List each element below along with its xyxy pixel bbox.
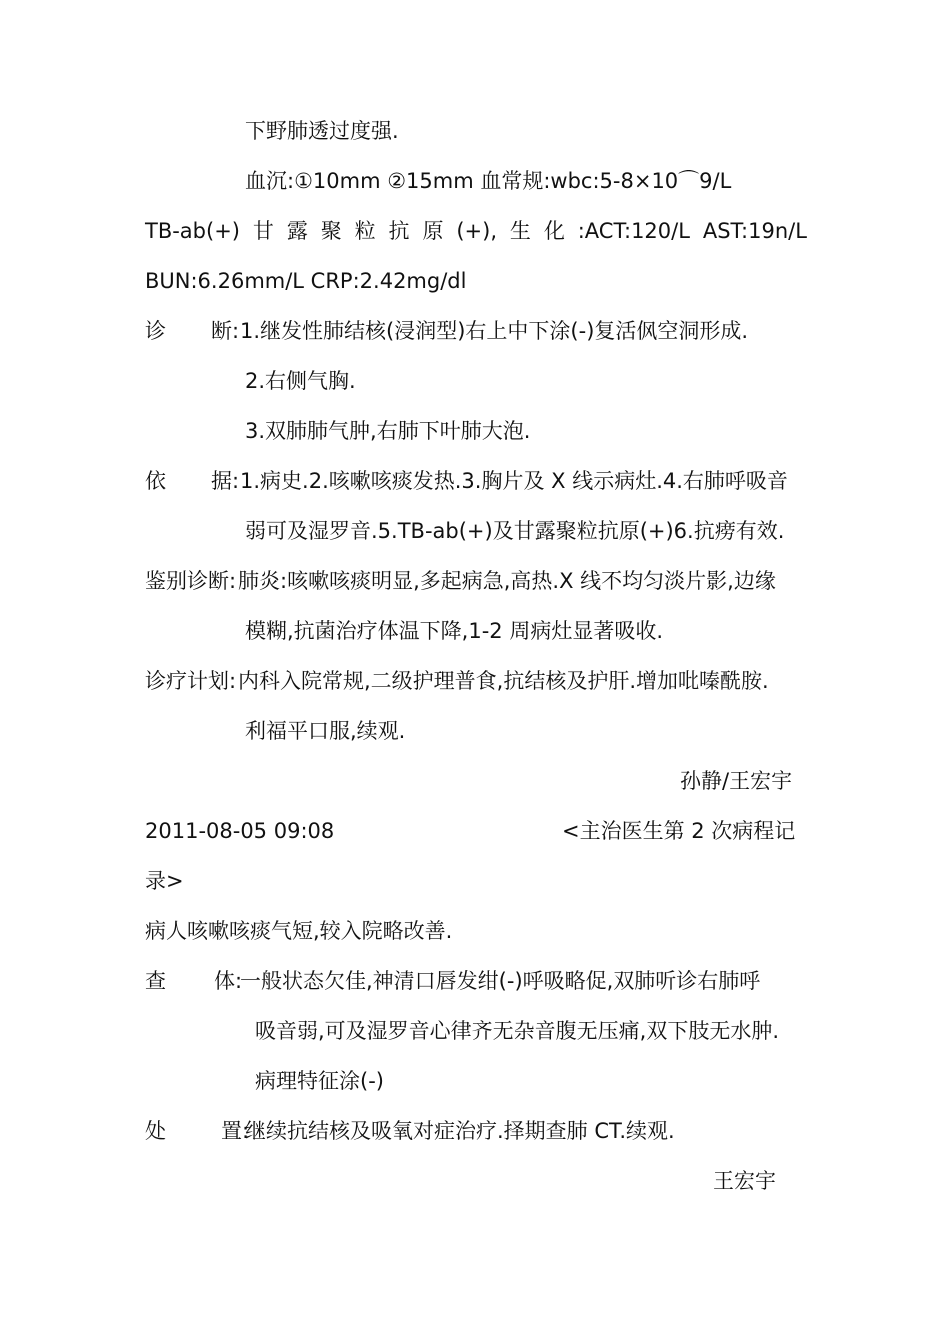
diagnosis-item-3: 3.双肺肺气肿,右肺下叶肺大泡. bbox=[245, 419, 531, 443]
lab-text: 原 bbox=[422, 219, 444, 243]
exam-line-2: 吸音弱,可及湿罗音心律齐无杂音腹无压痛,双下肢无水肿. bbox=[255, 1019, 780, 1043]
diagnosis-item-1: 1.继发性肺结核(浸润型)右上中下涂(-)复活㐽空洞形成. bbox=[240, 319, 749, 343]
lab-text: 抗 bbox=[388, 219, 410, 243]
treatment-label: 处 置: bbox=[145, 1119, 250, 1143]
lab-text: 聚 bbox=[320, 219, 342, 243]
signature-1: 孙静/王宏宇 bbox=[680, 769, 793, 793]
record-title-2: 录> bbox=[145, 869, 184, 893]
basis-label: 依 据: bbox=[145, 469, 240, 493]
plan-line-1: 内科入院常规,二级护理普食,抗结核及护肝.增加吡嗪酰胺. bbox=[238, 669, 769, 693]
lab-text: :ACT:120/L bbox=[577, 219, 690, 243]
lab-bun-crp-line: BUN:6.26mm/L CRP:2.42mg/dl bbox=[145, 269, 467, 293]
lab-text: AST:19n/L bbox=[702, 219, 807, 243]
chest-xray-line: 下野肺透过度强. bbox=[245, 119, 399, 143]
lab-antibody-biochem-line bbox=[145, 216, 807, 246]
differential-line-1: 肺炎:咳嗽咳痰明显,多起病急,高热.X 线不均匀淡片影,边缘 bbox=[238, 569, 776, 593]
plan-label: 诊疗计划: bbox=[145, 669, 237, 693]
lab-text: 粒 bbox=[354, 219, 376, 243]
lab-esr-cbc-line: 血沉:①10mm ②15mm 血常规:wbc:5-8×10⌒9/L bbox=[245, 169, 732, 193]
lab-text: 甘 bbox=[252, 219, 274, 243]
lab-text: 生 bbox=[509, 219, 531, 243]
exam-line-3: 病理特征涂(-) bbox=[255, 1069, 384, 1093]
record-datetime: 2011-08-05 09:08 bbox=[145, 819, 335, 843]
basis-line-1: 1.病史.2.咳嗽咳痰发热.3.胸片及 X 线示病灶.4.右肺呼吸音 bbox=[240, 469, 788, 493]
complaint-line: 病人咳嗽咳痰气短,较入院略改善. bbox=[145, 919, 453, 943]
lab-text: 化 bbox=[543, 219, 565, 243]
basis-line-2: 弱可及湿罗音.5.TB-ab(+)及甘露聚粒抗原(+)6.抗痨有效. bbox=[245, 519, 785, 543]
record-title-1: <主治医生第 2 次病程记 bbox=[562, 819, 796, 843]
exam-line-1: 一般状态欠佳,神清口唇发绀(-)呼吸略促,双肺听诊右肺呼 bbox=[240, 969, 761, 993]
lab-text: (+), bbox=[456, 219, 498, 243]
lab-text: TB-ab(+) bbox=[145, 219, 240, 243]
differential-line-2: 模糊,抗菌治疗体温下降,1-2 周病灶显著吸收. bbox=[245, 619, 663, 643]
differential-label: 鉴别诊断: bbox=[145, 569, 237, 593]
plan-line-2: 利福平口服,续观. bbox=[245, 719, 406, 743]
diagnosis-item-2: 2.右侧气胸. bbox=[245, 369, 356, 393]
signature-2: 王宏宇 bbox=[713, 1169, 776, 1193]
lab-text: 露 bbox=[286, 219, 308, 243]
treatment-line-1: 继续抗结核及吸氧对症治疗.择期查肺 CT.续观. bbox=[245, 1119, 675, 1143]
exam-label: 查 体: bbox=[145, 969, 243, 993]
diagnosis-label: 诊 断: bbox=[145, 319, 240, 343]
